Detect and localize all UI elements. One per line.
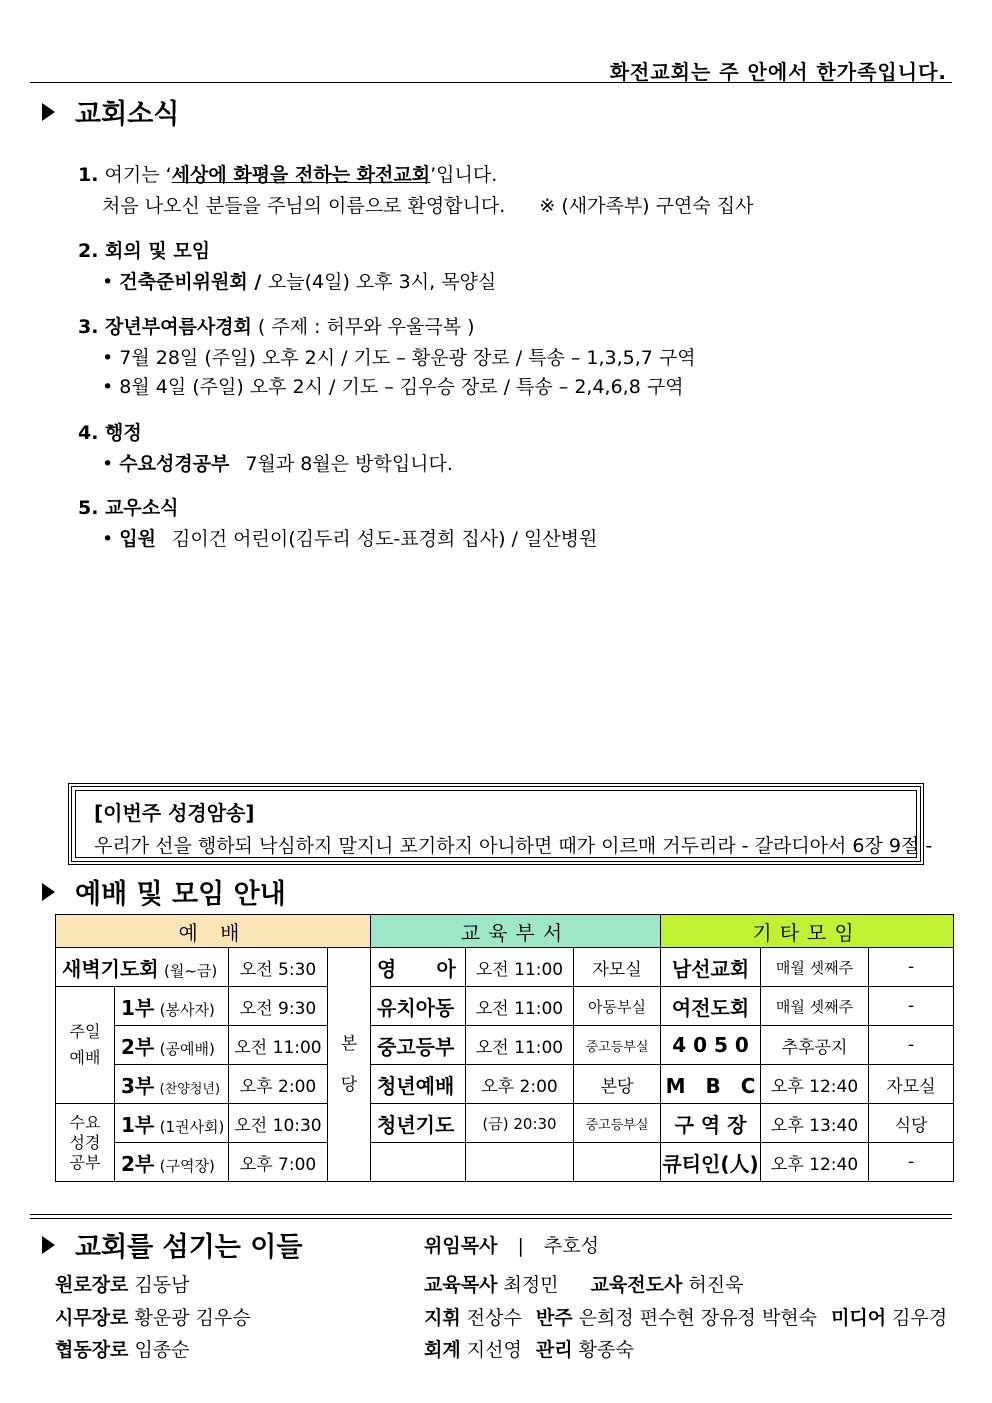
- bullet-icon: •: [102, 347, 114, 369]
- item2-bold: 건축준비위원회: [119, 271, 248, 293]
- item3-sub: ( 주제 : 허무와 우울극복 ): [251, 316, 475, 338]
- desc: (공예배): [159, 1039, 215, 1058]
- item3-b1: 7월 28일 (주일) 오후 2시 / 기도 – 황운광 장로 / 특송 – 1,3,5,7 구역: [119, 347, 696, 369]
- news-item-1: [78, 160, 497, 187]
- verse-box: [68, 783, 933, 865]
- verse-title: [이번주 성경암송]: [94, 801, 255, 825]
- label: 미디어: [831, 1307, 887, 1329]
- news-item-2-head: 2. 회의 및 모임: [78, 240, 211, 262]
- sunday-part-cell: [115, 987, 229, 1026]
- bottom-divider: [30, 1214, 952, 1215]
- edu-place: 중고등부실: [574, 1104, 661, 1143]
- top-divider: [30, 82, 952, 83]
- other-place: -: [869, 1026, 954, 1065]
- verse-text: 우리가 선을 행하되 낙심하지 말지니 포기하지 아니하면 때가 이르매 거두리라 - 갈라디아서 6장 9절 -: [94, 835, 933, 857]
- bullet-icon: •: [102, 528, 114, 550]
- news-item-3-head: [78, 312, 475, 339]
- education-staff: [424, 1270, 743, 1297]
- elder-emeritus: [55, 1270, 190, 1297]
- value: 황운광 김우승: [134, 1307, 251, 1329]
- item2-sep: /: [247, 271, 268, 293]
- pastor-name: 추호성: [543, 1235, 599, 1257]
- other-time: 매월 셋째주: [761, 948, 869, 987]
- schedule-header-row: [56, 915, 954, 948]
- label: 회계: [424, 1339, 461, 1361]
- sunday-time: 오후 2:00: [229, 1065, 328, 1104]
- dawn-days: (월~금): [164, 961, 218, 980]
- value: 지선영: [466, 1339, 522, 1361]
- other-name: 4 0 5 0: [661, 1026, 761, 1065]
- news-item-2-bullet: [102, 267, 496, 294]
- wed-part-cell: [115, 1143, 229, 1182]
- other-name: 구 역 장: [661, 1104, 761, 1143]
- header-other: 기타모임: [661, 915, 954, 948]
- dawn-time: 오전 5:30: [229, 948, 328, 987]
- header-worship: 예 배: [56, 915, 371, 948]
- other-place: -: [869, 1143, 954, 1182]
- active-elders: [55, 1303, 251, 1330]
- other-name: 여전도회: [661, 987, 761, 1026]
- other-time: 추후공지: [761, 1026, 869, 1065]
- edu-time: 오후 2:00: [466, 1065, 574, 1104]
- other-name: 큐티인(人): [661, 1143, 761, 1182]
- item4-bold: 수요성경공부: [119, 453, 230, 475]
- table-row: [56, 1143, 954, 1182]
- music-media-staff: [424, 1303, 947, 1330]
- news-item-5-head: 5. 교우소식: [78, 497, 179, 519]
- table-row: [56, 1026, 954, 1065]
- label: 원로장로: [55, 1274, 129, 1296]
- item3-b2: 8월 4일 (주일) 오후 2시 / 기도 – 김우승 장로 / 특송 – 2,4,6,8 구역: [119, 376, 684, 398]
- value: 최정민: [503, 1274, 559, 1296]
- staff-section-title: [42, 1225, 302, 1264]
- item1-bold: 세상에 화평을 전하는 화전교회: [171, 164, 431, 186]
- wed-part-cell: [115, 1104, 229, 1143]
- value: 허진욱: [688, 1274, 744, 1296]
- label: 시무장로: [55, 1307, 129, 1329]
- value: 황종숙: [578, 1339, 634, 1361]
- desc: (구역장): [159, 1156, 215, 1175]
- value: 은희정 편수현 장유정 박현숙: [578, 1307, 818, 1329]
- item1-post: ’입니다.: [430, 164, 498, 186]
- other-place: -: [869, 987, 954, 1026]
- sunday-part-cell: [115, 1065, 229, 1104]
- edu-name: 유치아동: [371, 987, 466, 1026]
- label: 협동장로: [55, 1339, 129, 1361]
- item3-head: 3. 장년부여름사경회: [78, 316, 252, 338]
- wednesday-group: 수요 성경 공부: [56, 1104, 115, 1182]
- desc: (찬양청년): [159, 1081, 221, 1097]
- label: 관리: [535, 1339, 573, 1361]
- schedule-title: 예배 및 모임 안내: [75, 879, 286, 910]
- edu-time: 오전 11:00: [466, 948, 574, 987]
- other-place: -: [869, 948, 954, 987]
- table-row: [56, 948, 954, 987]
- value: 김우경: [892, 1307, 948, 1329]
- sunday-part-cell: [115, 1026, 229, 1065]
- item-number: 1.: [78, 164, 99, 186]
- news-item-3-bullet-1: [102, 343, 696, 370]
- triangle-bullet-icon: [42, 883, 55, 901]
- empty-cell: [466, 1143, 574, 1182]
- table-row: [56, 1065, 954, 1104]
- value: 김동남: [134, 1274, 190, 1296]
- item2-text: 오늘(4일) 오후 3시, 목양실: [267, 271, 497, 293]
- desc: (봉사자): [159, 1000, 215, 1019]
- edu-name: 중고등부: [371, 1026, 466, 1065]
- label: 반주: [535, 1307, 573, 1329]
- news-item-1-line2: [102, 191, 753, 218]
- sunday-time: 오전 9:30: [229, 987, 328, 1026]
- empty-cell: [574, 1143, 661, 1182]
- associate-elder: [55, 1335, 190, 1362]
- senior-pastor: [424, 1231, 599, 1258]
- part: 3부: [121, 1073, 155, 1098]
- label: 지휘: [424, 1307, 461, 1329]
- table-row: [56, 1104, 954, 1143]
- edu-place: 본당: [574, 1065, 661, 1104]
- news-item-5-bullet: [102, 524, 597, 551]
- news-item-4-head: 4. 행정: [78, 422, 142, 444]
- value: 임종순: [134, 1339, 190, 1361]
- triangle-bullet-icon: [42, 103, 55, 121]
- other-time: 오후 12:40: [761, 1143, 869, 1182]
- news-item-4-bullet: [102, 449, 453, 476]
- edu-place: 아동부실: [574, 987, 661, 1026]
- edu-name: 영 아: [371, 948, 466, 987]
- bullet-icon: •: [102, 376, 114, 398]
- other-time: 오후 13:40: [761, 1104, 869, 1143]
- other-place: 식당: [869, 1104, 954, 1143]
- worship-place: 본 당: [328, 948, 371, 1182]
- value: 전상수: [466, 1307, 522, 1329]
- motto-text: 화전교회는 주 안에서 한가족입니다.: [609, 60, 947, 84]
- item4-text: 7월과 8월은 방학입니다.: [245, 453, 453, 475]
- news-item-3-bullet-2: [102, 372, 684, 399]
- other-name: M B C: [661, 1065, 761, 1104]
- pastor-label: 위임목사: [424, 1235, 498, 1257]
- staff-title: 교회를 섬기는 이들: [75, 1232, 303, 1263]
- header-education: 교육부서: [371, 915, 661, 948]
- edu-time: 오전 11:00: [466, 1026, 574, 1065]
- news-title: 교회소식: [75, 99, 180, 130]
- schedule-section-title: [42, 872, 286, 911]
- bullet-icon: •: [102, 271, 114, 293]
- part: 1부: [121, 995, 155, 1020]
- part: 2부: [121, 1151, 155, 1176]
- label: 교육목사: [424, 1274, 498, 1296]
- sunday-time: 오전 11:00: [229, 1026, 328, 1065]
- empty-cell: [371, 1143, 466, 1182]
- desc: (1권사회): [159, 1117, 225, 1136]
- label: 교육전도사: [590, 1274, 683, 1296]
- table-row: [56, 987, 954, 1026]
- admin-staff: [424, 1335, 634, 1362]
- other-time: 오후 12:40: [761, 1065, 869, 1104]
- item1-pre: 여기는 ‘: [104, 164, 172, 186]
- sunday-group: 주일 예배: [56, 987, 115, 1104]
- edu-place: 중고등부실: [574, 1026, 661, 1065]
- other-place: 자모실: [869, 1065, 954, 1104]
- edu-place: 자모실: [574, 948, 661, 987]
- triangle-bullet-icon: [42, 1236, 55, 1254]
- edu-time: 오전 11:00: [466, 987, 574, 1026]
- edu-time: (금) 20:30: [466, 1104, 574, 1143]
- pastor-sep: |: [517, 1235, 524, 1257]
- item5-bold: 입원: [119, 528, 156, 550]
- item5-text: 김이건 어린이(김두리 성도-표경희 집사) / 일산병원: [172, 528, 598, 550]
- edu-name: 청년예배: [371, 1065, 466, 1104]
- wed-time: 오전 10:30: [229, 1104, 328, 1143]
- dawn-label: 새벽기도회: [62, 956, 159, 981]
- edu-name: 청년기도: [371, 1104, 466, 1143]
- schedule-table: [55, 914, 954, 1182]
- item1-welcome: 처음 나오신 분들을 주님의 이름으로 환영합니다.: [102, 195, 506, 217]
- dawn-prayer-cell: [56, 948, 229, 987]
- other-time: 매월 셋째주: [761, 987, 869, 1026]
- wed-time: 오후 7:00: [229, 1143, 328, 1182]
- other-name: 남선교회: [661, 948, 761, 987]
- bullet-icon: •: [102, 453, 114, 475]
- news-section-title: [42, 92, 179, 131]
- part: 1부: [121, 1112, 155, 1137]
- bottom-divider-2: [30, 1218, 952, 1219]
- part: 2부: [121, 1034, 155, 1059]
- item1-note: ※ (새가족부) 구연숙 집사: [539, 195, 754, 217]
